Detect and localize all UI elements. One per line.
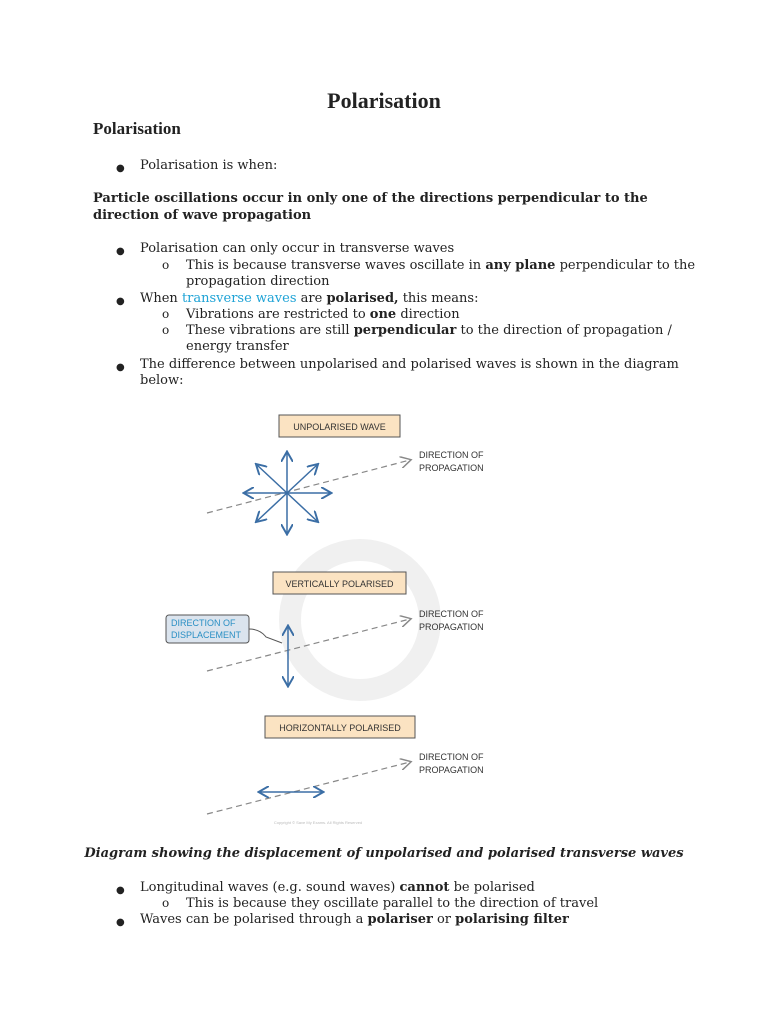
- propagation-arrow: [207, 762, 410, 814]
- displacement-label-line1: DIRECTION OF: [171, 618, 236, 628]
- bullet-icon: ●: [116, 163, 125, 174]
- list-item: Polarisation can only occur in transverse waves: [140, 241, 455, 256]
- transverse-waves-link[interactable]: transverse waves: [181, 291, 297, 306]
- bullet-icon: ●: [116, 362, 125, 373]
- displacement-pointer: [249, 629, 282, 643]
- sub-bullet-icon: o: [162, 896, 170, 910]
- direction-label-line1: DIRECTION OF: [419, 752, 484, 762]
- list-item: Waves can be polarised through a polariser or polarising filter: [140, 912, 569, 927]
- direction-label-line2: PROPAGATION: [419, 622, 484, 632]
- page-title: Polarisation: [327, 88, 441, 113]
- list-item: When transverse waves are polarised, this means:: [140, 291, 479, 306]
- unpolarised-arrows: [245, 453, 330, 533]
- sub-bullet-icon: o: [162, 323, 170, 337]
- bullet-icon: ●: [116, 885, 125, 896]
- list-item-continued: below:: [140, 373, 184, 388]
- diagram-caption: Diagram showing the displacement of unpolarised and polarised transverse waves: [84, 846, 684, 861]
- unpolarised-label: UNPOLARISED WAVE: [293, 422, 386, 432]
- sub-bullet-icon: o: [162, 307, 170, 321]
- polarisation-diagram: [160, 405, 520, 835]
- bullet-icon: ●: [116, 246, 125, 257]
- propagation-arrow: [207, 460, 410, 513]
- list-item: Longitudinal waves (e.g. sound waves) cannot be polarised: [140, 880, 535, 895]
- direction-label-line2: PROPAGATION: [419, 463, 484, 473]
- sub-list-item-continued: propagation direction: [186, 274, 330, 289]
- sub-list-item: This is because they oscillate parallel to the direction of travel: [186, 896, 599, 911]
- direction-label-line2: PROPAGATION: [419, 765, 484, 775]
- list-item: The difference between unpolarised and polarised waves is shown in the diagram: [140, 357, 679, 372]
- horizontal-label: HORIZONTALLY POLARISED: [279, 723, 401, 733]
- sub-bullet-icon: o: [162, 258, 170, 272]
- direction-label-line1: DIRECTION OF: [419, 609, 484, 619]
- section-heading: Polarisation: [93, 119, 181, 138]
- bullet-icon: ●: [116, 917, 125, 928]
- sub-list-item-continued: energy transfer: [186, 339, 289, 354]
- vertical-label: VERTICALLY POLARISED: [285, 579, 394, 589]
- direction-label-line1: DIRECTION OF: [419, 450, 484, 460]
- definition-paragraph: Particle oscillations occur in only one of the directions perpendicular to the direction of wave propagation: [93, 191, 648, 223]
- bullet-icon: ●: [116, 296, 125, 307]
- copyright-text: Copyright © Save My Exams. All Rights Reserved: [273, 820, 363, 825]
- sub-list-item: Vibrations are restricted to one direction: [186, 307, 460, 322]
- sub-list-item: These vibrations are still perpendicular to the direction of propagation /: [186, 323, 672, 338]
- list-item: Polarisation is when:: [140, 158, 278, 173]
- displacement-label-line2: DISPLACEMENT: [171, 630, 242, 640]
- watermark-logo: [290, 550, 430, 690]
- sub-list-item: This is because transverse waves oscillate in any plane perpendicular to the: [186, 258, 696, 273]
